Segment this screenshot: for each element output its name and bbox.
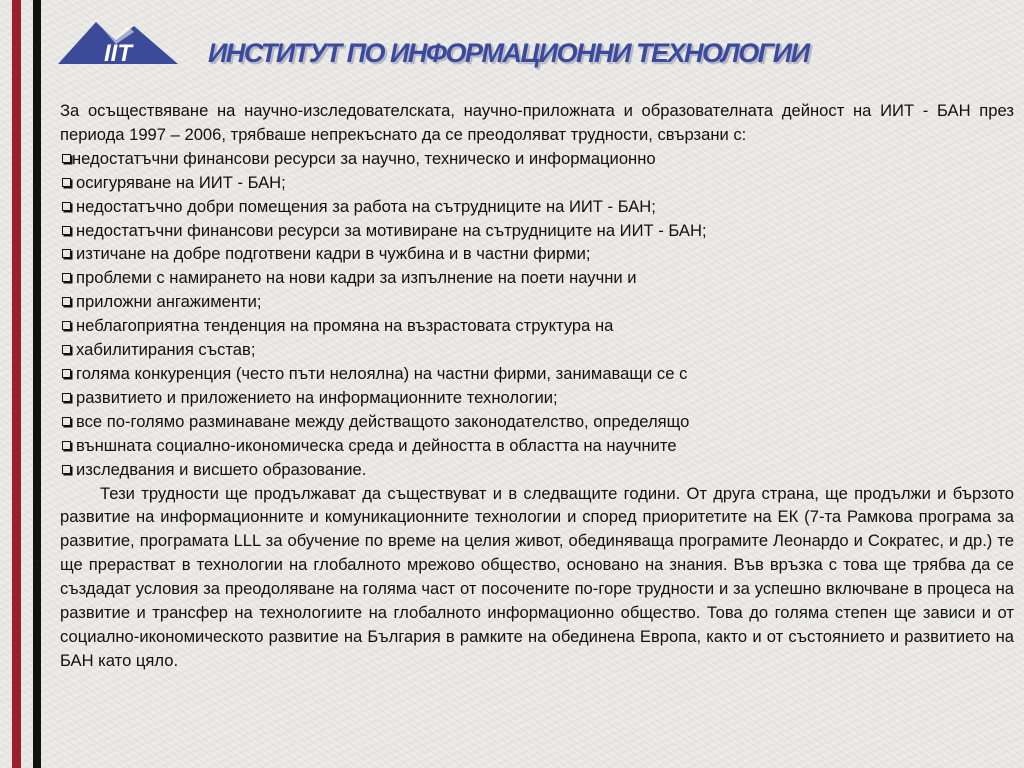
list-item xyxy=(60,147,1014,171)
list-item-text: хабилитирания състав; xyxy=(76,340,256,360)
left-black-stripe xyxy=(33,0,41,768)
closing-paragraph: Тези трудности ще продължават да съществуват и в следващите години. От друга страна, ще продължи и бързото развитие на информационните и комуникационните технологии и според приоритетите на ЕК (7-та Рамкова програма за развитие, програмата LLL за обучение по време на целия живот, обединяваща програмите Леонардо и Сократес, и др.) те ще прерастват в технологии на глобалното мрежово общество, основано на знания. Във връзка с това ще трябва да се създадат условия за преодоляване на голяма част от посочените по-горе трудности и за успешно включване в процеса на развитие и трансфер на технологиите на глобалното информационно общество. Това до голяма степен ще зависи и от социално-икономическото развитие на България в рамките на обединена Европа, както и от състоянието и развитието на БАН като цяло. xyxy=(60,483,1014,670)
main-content xyxy=(60,99,1014,673)
list-item xyxy=(60,338,1014,362)
square-bullet-icon xyxy=(62,178,71,187)
list-item-text: недостатъчни финансови ресурси за мотивиране на сътрудниците на ИИТ - БАН; xyxy=(76,220,707,240)
left-red-stripe xyxy=(12,0,21,768)
square-bullet-icon xyxy=(62,441,71,450)
square-bullet-icon xyxy=(62,249,71,258)
square-bullet-icon xyxy=(62,321,71,330)
list-item xyxy=(60,410,1014,434)
list-item-text: изтичане на добре подготвени кадри в чужбина и в частни фирми; xyxy=(76,244,591,264)
square-bullet-icon xyxy=(62,297,71,306)
square-bullet-icon xyxy=(62,345,71,354)
list-item xyxy=(60,195,1014,219)
difficulties-list xyxy=(60,147,1014,482)
list-item-text: все по-голямо разминаване между действащото законодателство, определящо xyxy=(76,411,690,431)
list-item xyxy=(60,434,1014,458)
square-bullet-icon xyxy=(62,393,71,402)
list-item-text: неблагоприятна тенденция на промяна на възрастовата структура на xyxy=(76,316,614,336)
square-bullet-icon xyxy=(62,369,71,378)
list-item-text: приложни ангажименти; xyxy=(76,292,262,312)
square-bullet-icon xyxy=(62,226,71,235)
list-item xyxy=(60,266,1014,290)
logo-text: IIT xyxy=(104,40,132,67)
list-item xyxy=(60,242,1014,266)
list-item xyxy=(60,219,1014,243)
list-item-text: външната социално-икономическа среда и дейността в областта на научните xyxy=(76,435,677,455)
list-item xyxy=(60,171,1014,195)
square-bullet-icon xyxy=(62,154,71,163)
square-bullet-icon xyxy=(62,417,71,426)
list-item-text: развитието и приложението на информационните технологии; xyxy=(76,387,558,407)
list-item-text: голяма конкуренция (често пъти нелоялна) на частни фирми, занимаващи се с xyxy=(76,363,688,383)
square-bullet-icon xyxy=(62,465,71,474)
list-item xyxy=(60,290,1014,314)
iit-logo xyxy=(58,18,178,68)
intro-paragraph: За осъществяване на научно-изследователската, научно-приложната и образователната дейност на ИИТ - БАН през периода 1997 – 2006, трябваше непрекъснато да се преодоляват трудности, свързани с: xyxy=(60,101,1014,144)
list-item xyxy=(60,458,1014,482)
list-item-text: недостатъчно добри помещения за работа на сътрудниците на ИИТ - БАН; xyxy=(76,196,656,216)
square-bullet-icon xyxy=(62,202,71,211)
list-item xyxy=(60,362,1014,386)
list-item xyxy=(60,386,1014,410)
list-item-text: недостатъчни финансови ресурси за научно, техническо и информационно xyxy=(72,148,656,168)
list-item-text: осигуряване на ИИТ - БАН; xyxy=(76,172,286,192)
list-item-text: изследвания и висшето образование. xyxy=(76,459,367,479)
square-bullet-icon xyxy=(62,273,71,282)
list-item-text: проблеми с намирането на нови кадри за изпълнение на поети научни и xyxy=(76,268,637,288)
page-title: ИНСТИТУТ ПО ИНФОРМАЦИОННИ ТЕХНОЛОГИИ xyxy=(208,38,809,68)
list-item xyxy=(60,314,1014,338)
